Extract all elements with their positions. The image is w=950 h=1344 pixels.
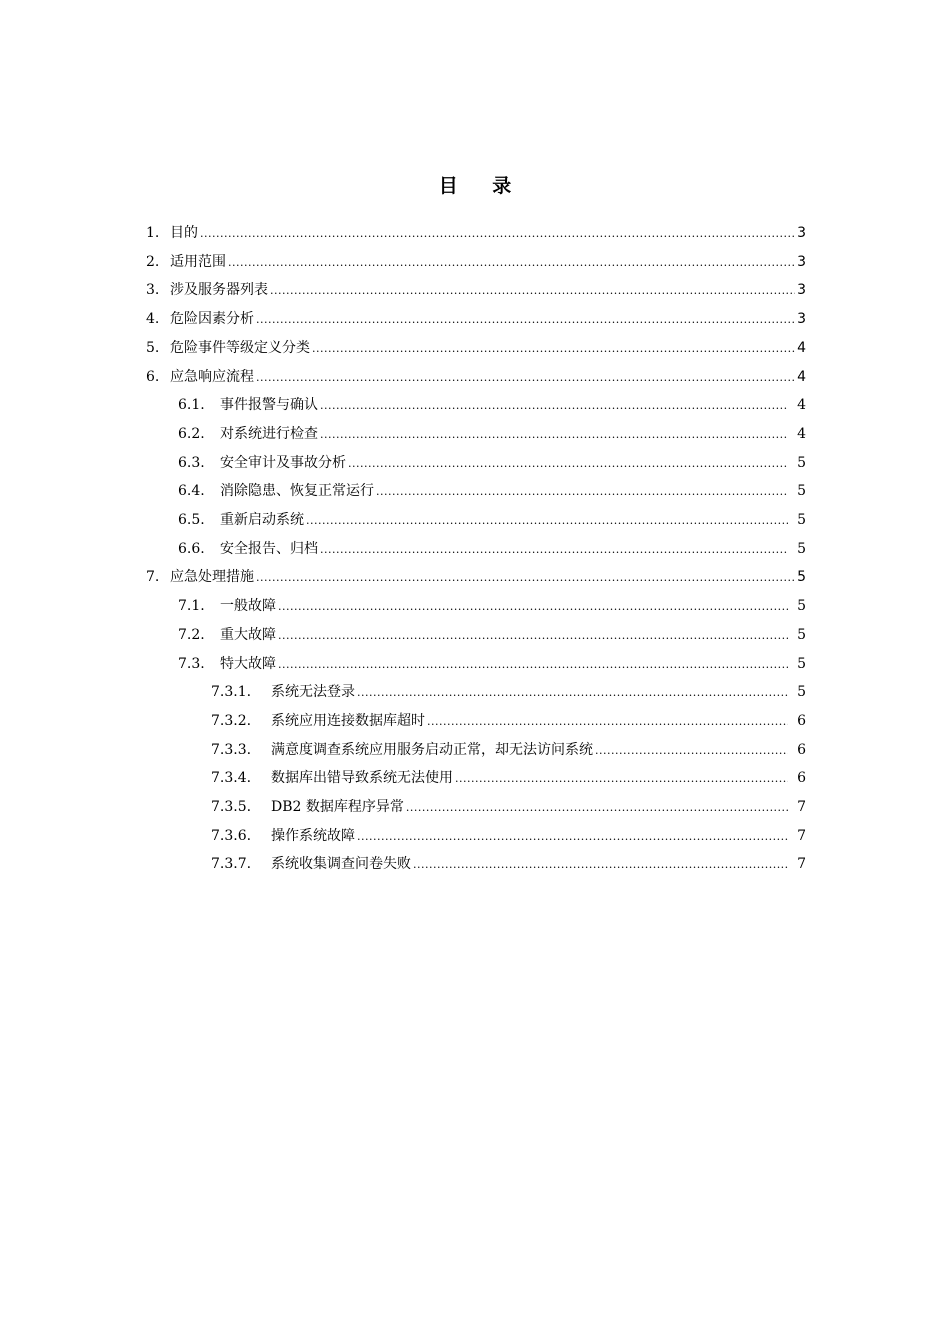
toc-entry-page-number: 7 bbox=[797, 799, 806, 815]
toc-entry-title: 特大故障 bbox=[220, 655, 276, 672]
toc-entry-title: 操作系统故障 bbox=[271, 827, 355, 844]
toc-dot-leader bbox=[357, 679, 788, 707]
toc-dot-leader bbox=[256, 564, 795, 592]
toc-entry-title: 重大故障 bbox=[220, 626, 276, 643]
toc-dot-leader bbox=[320, 421, 788, 449]
toc-entry-title: 系统应用连接数据库超时 bbox=[271, 712, 425, 729]
toc-dot-leader bbox=[278, 622, 788, 650]
toc-entry-page-number: 5 bbox=[797, 626, 806, 643]
toc-entry-number: 7.1. bbox=[178, 598, 205, 615]
toc-entry-number: 7.3.6. bbox=[211, 827, 252, 844]
toc-entry-page-number: 5 bbox=[797, 540, 806, 557]
toc-entry[interactable] bbox=[211, 678, 806, 706]
toc-entry-page-number: 5 bbox=[797, 512, 806, 528]
toc-entry-page-number: 7 bbox=[797, 827, 806, 844]
toc-entry-number: 3. bbox=[146, 282, 160, 299]
toc-entry-number: 7.3. bbox=[178, 655, 205, 672]
toc-entry-number: 7.3.1. bbox=[211, 684, 252, 701]
toc-entry-page-number: 5 bbox=[797, 569, 806, 586]
toc-entry-title: 应急处理措施 bbox=[170, 569, 254, 586]
toc-entry[interactable] bbox=[178, 592, 806, 620]
toc-entry-page-number: 3 bbox=[797, 253, 806, 270]
toc-dot-leader bbox=[455, 765, 788, 793]
toc-entry[interactable] bbox=[178, 477, 806, 505]
toc-entry[interactable] bbox=[211, 822, 806, 850]
toc-entry[interactable] bbox=[178, 391, 806, 419]
toc-entry-number: 1. bbox=[146, 225, 160, 241]
toc-entry-title: 重新启动系统 bbox=[220, 512, 304, 528]
toc-entry[interactable] bbox=[146, 363, 806, 391]
toc-dot-leader bbox=[357, 823, 788, 851]
toc-entry-page-number: 4 bbox=[797, 339, 806, 356]
toc-entry-number: 6. bbox=[146, 368, 160, 385]
toc-dot-leader bbox=[427, 708, 788, 736]
toc-entry-page-number: 3 bbox=[797, 311, 806, 328]
toc-entry-title: 数据库出错导致系统无法使用 bbox=[271, 770, 453, 787]
toc-entry-title: 满意度调查系统应用服务启动正常，却无法访问系统 bbox=[271, 741, 593, 758]
toc-entry-page-number: 5 bbox=[797, 483, 806, 500]
toc-dot-leader bbox=[278, 593, 788, 621]
toc-title: 目 录 bbox=[438, 175, 526, 197]
toc-dot-leader bbox=[348, 450, 788, 478]
toc-entry-page-number: 6 bbox=[797, 741, 806, 758]
toc-entry-number: 7.3.7. bbox=[211, 856, 252, 873]
toc-entry-page-number: 3 bbox=[797, 225, 806, 241]
toc-entry[interactable] bbox=[178, 420, 806, 448]
toc-entry-page-number: 3 bbox=[797, 282, 806, 299]
toc-entry[interactable] bbox=[211, 764, 806, 792]
toc-entry[interactable] bbox=[178, 650, 806, 678]
toc-dot-leader bbox=[228, 249, 795, 277]
toc-entry-page-number: 4 bbox=[797, 397, 806, 414]
toc-entry-number: 7.3.2. bbox=[211, 712, 252, 729]
toc-entry[interactable] bbox=[146, 563, 806, 591]
toc-entry-number: 5. bbox=[146, 339, 160, 356]
toc-entry[interactable] bbox=[146, 248, 806, 276]
toc-entry-page-number: 4 bbox=[797, 425, 806, 442]
toc-entry[interactable] bbox=[178, 535, 806, 563]
toc-entry-page-number: 5 bbox=[797, 655, 806, 672]
toc-entry-title: 事件报警与确认 bbox=[220, 397, 318, 414]
toc-entry-number: 6.2. bbox=[178, 425, 205, 442]
toc-entry[interactable] bbox=[146, 276, 806, 304]
toc-entry-title: 对系统进行检查 bbox=[220, 425, 318, 442]
toc-entry[interactable] bbox=[146, 219, 806, 247]
toc-entry-number: 6.6. bbox=[178, 540, 205, 557]
toc-entry[interactable] bbox=[146, 305, 806, 333]
toc-entry-title: 安全审计及事故分析 bbox=[220, 454, 346, 471]
toc-entry-title: 消除隐患、恢复正常运行 bbox=[220, 483, 374, 500]
toc-entry-number: 6.5. bbox=[178, 512, 205, 528]
toc-entry[interactable] bbox=[211, 707, 806, 735]
toc-entry-number: 7.2. bbox=[178, 626, 205, 643]
toc-entry-page-number: 5 bbox=[797, 598, 806, 615]
toc-entry-page-number: 6 bbox=[797, 712, 806, 729]
toc-dot-leader bbox=[200, 220, 795, 248]
toc-dot-leader bbox=[256, 364, 795, 392]
toc-entry-title: 涉及服务器列表 bbox=[170, 282, 268, 299]
toc-entry[interactable] bbox=[178, 449, 806, 477]
toc-dot-leader bbox=[413, 851, 788, 879]
toc-dot-leader bbox=[595, 737, 788, 765]
toc-entry[interactable] bbox=[146, 334, 806, 362]
toc-entry-title: 系统无法登录 bbox=[271, 684, 355, 701]
toc-entry-title: 适用范围 bbox=[170, 253, 226, 270]
toc-entry-number: 4. bbox=[146, 311, 160, 328]
toc-dot-leader bbox=[320, 392, 788, 420]
toc-dot-leader bbox=[270, 277, 795, 305]
toc-entry-page-number: 5 bbox=[797, 454, 806, 471]
toc-dot-leader bbox=[278, 651, 788, 679]
toc-entry[interactable] bbox=[211, 793, 806, 821]
toc-entry-number: 6.4. bbox=[178, 483, 205, 500]
toc-entry-number: 7. bbox=[146, 569, 160, 586]
toc-entry[interactable] bbox=[211, 850, 806, 878]
toc-entry-title: 应急响应流程 bbox=[170, 368, 254, 385]
toc-entry-number: 7.3.5. bbox=[211, 799, 252, 815]
toc-entry-page-number: 6 bbox=[797, 770, 806, 787]
toc-entry-number: 7.3.3. bbox=[211, 741, 252, 758]
toc-entry[interactable] bbox=[211, 736, 806, 764]
toc-entry-number: 6.1. bbox=[178, 397, 205, 414]
toc-dot-leader bbox=[320, 536, 788, 564]
toc-entry-page-number: 5 bbox=[797, 684, 806, 701]
toc-dot-leader bbox=[256, 306, 795, 334]
toc-entry-number: 6.3. bbox=[178, 454, 205, 471]
toc-entry-title: 一般故障 bbox=[220, 598, 276, 615]
toc-entry-page-number: 4 bbox=[797, 368, 806, 385]
toc-entry-title: 系统收集调查问卷失败 bbox=[271, 856, 411, 873]
toc-entry-title: 目的 bbox=[170, 225, 198, 241]
toc-dot-leader bbox=[406, 794, 788, 822]
toc-entry[interactable] bbox=[178, 506, 806, 534]
toc-entry-page-number: 7 bbox=[797, 856, 806, 873]
toc-entry[interactable] bbox=[178, 621, 806, 649]
toc-entry-number: 7.3.4. bbox=[211, 770, 252, 787]
toc-dot-leader bbox=[376, 478, 788, 506]
toc-entry-title: DB2 数据库程序异常 bbox=[271, 799, 404, 815]
toc-entry-number: 2. bbox=[146, 253, 160, 270]
toc-entry-title: 危险因素分析 bbox=[170, 311, 254, 328]
toc-dot-leader bbox=[312, 335, 795, 363]
toc-dot-leader bbox=[306, 507, 788, 535]
toc-entry-title: 安全报告、归档 bbox=[220, 540, 318, 557]
toc-entry-title: 危险事件等级定义分类 bbox=[170, 339, 310, 356]
